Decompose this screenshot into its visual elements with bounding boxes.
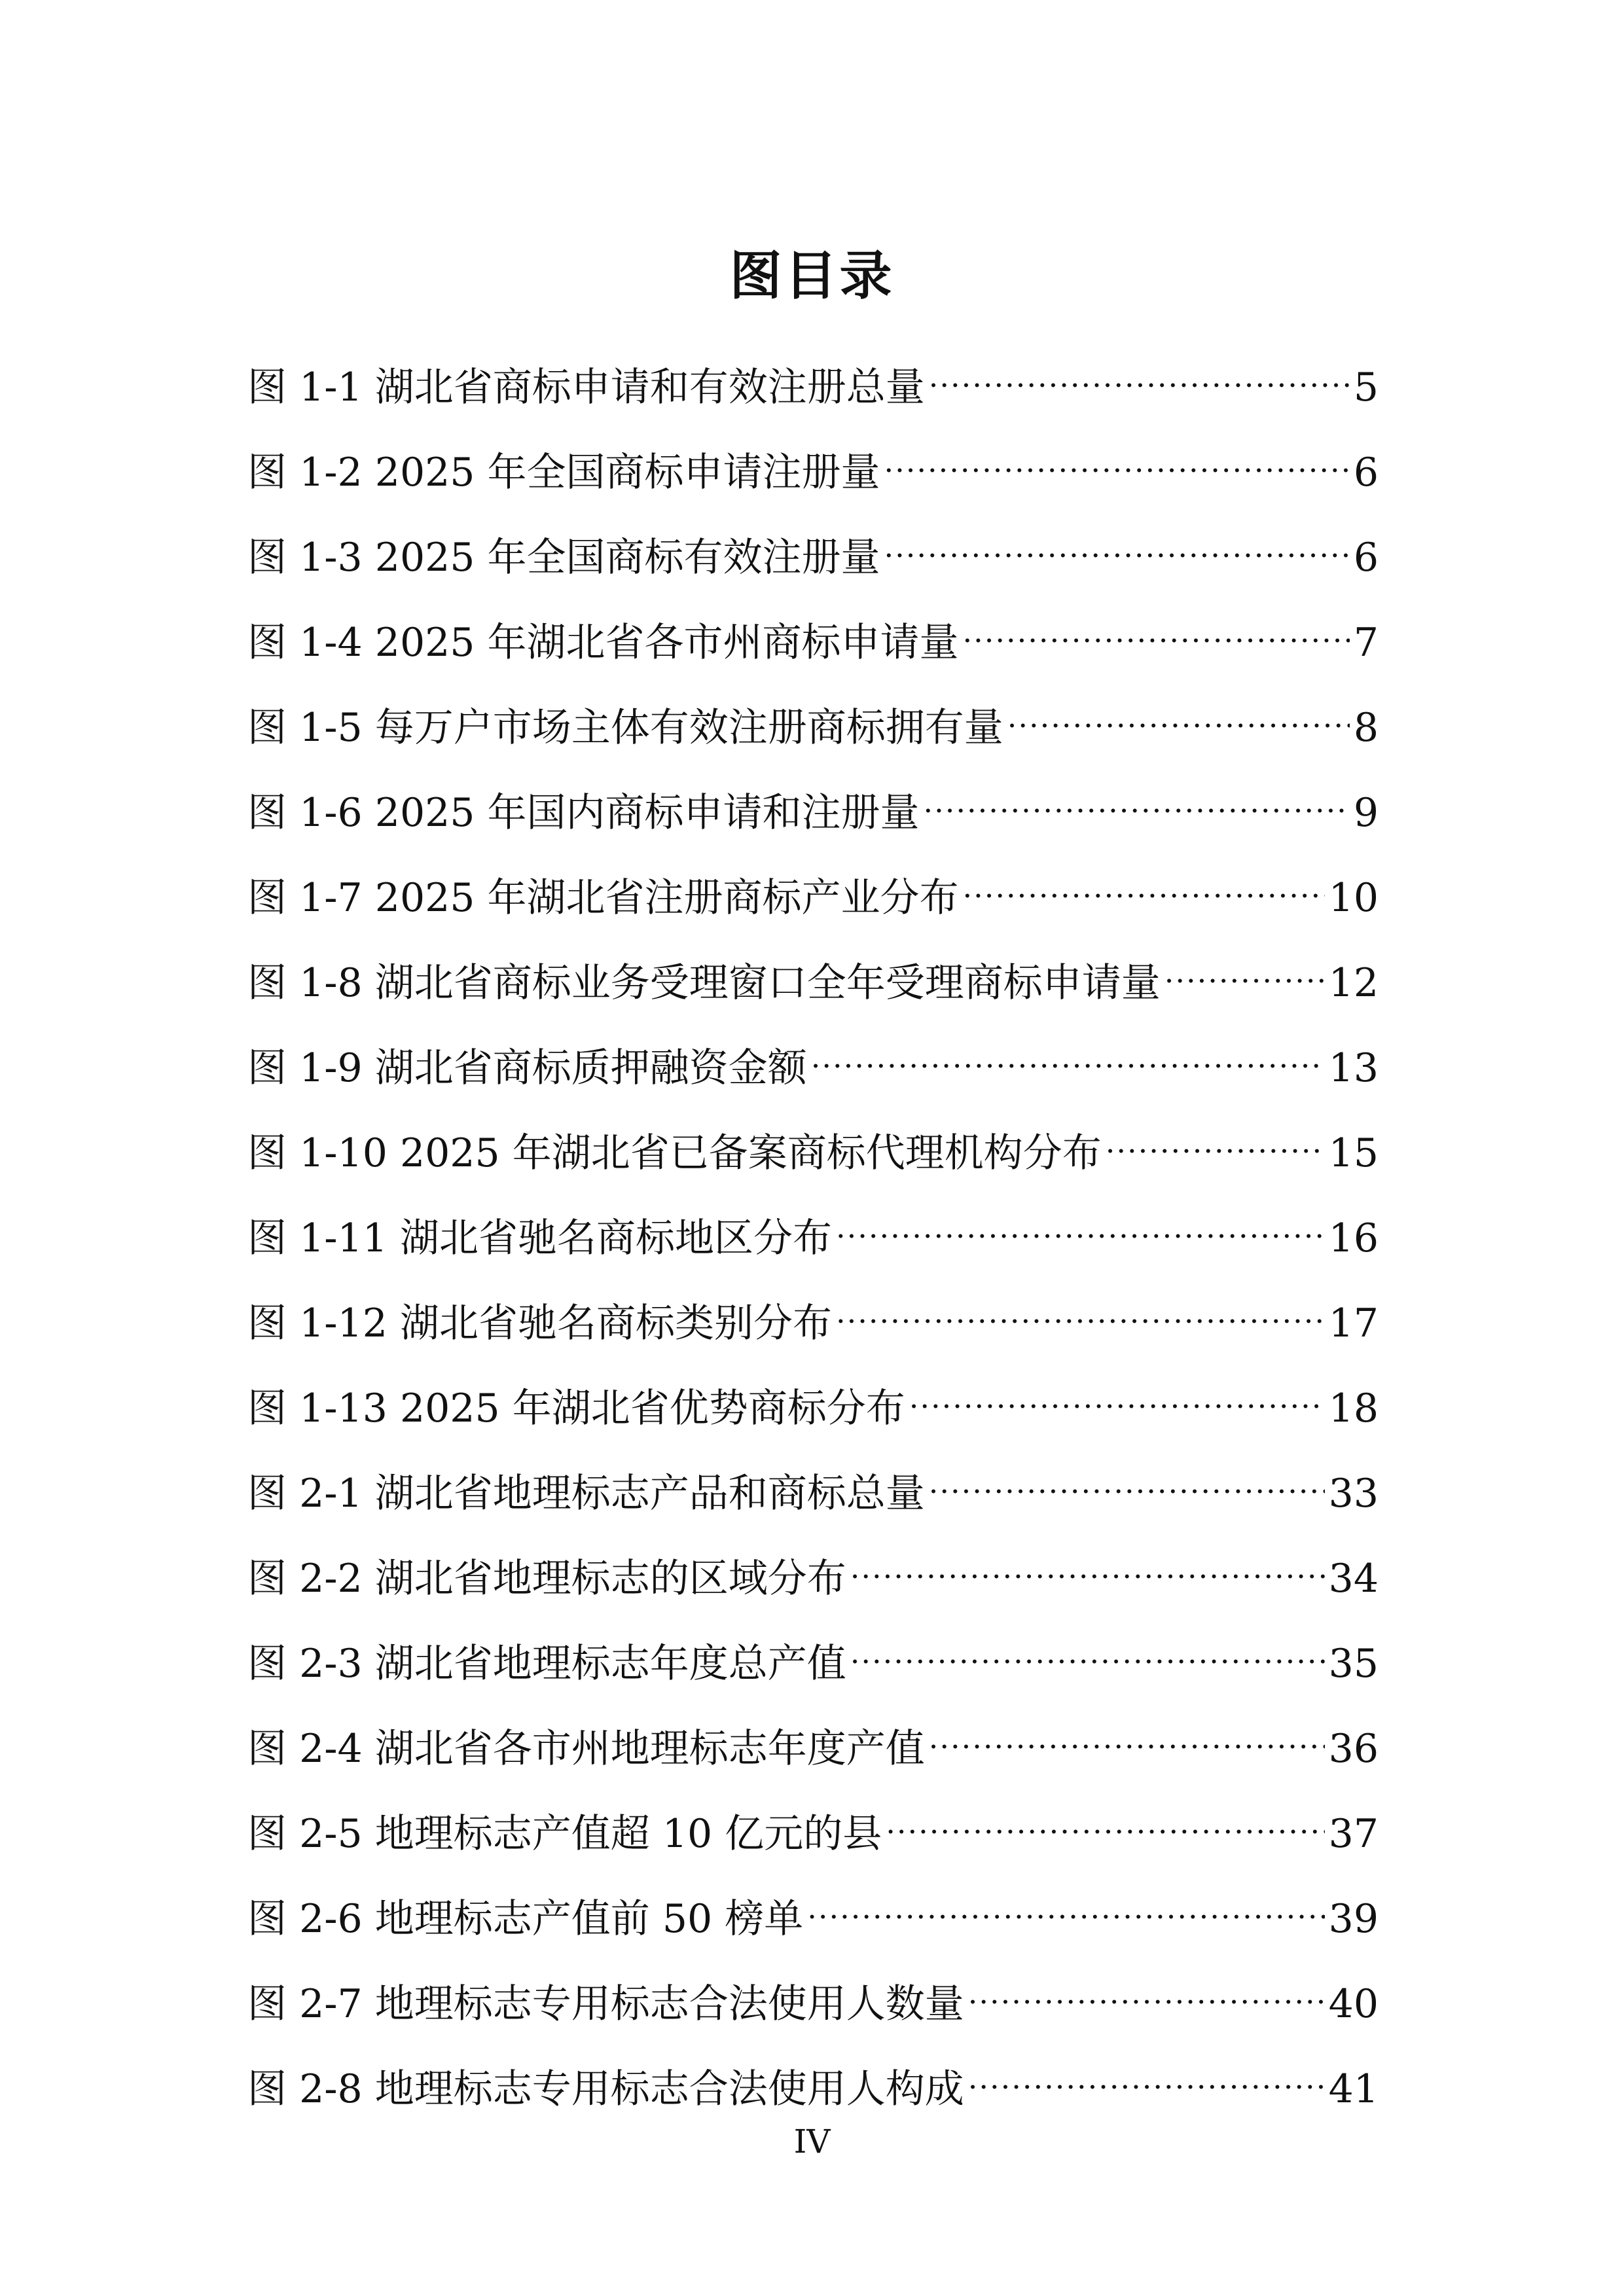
toc-entry-label: 图 1-2 2025 年全国商标申请注册量 — [247, 450, 880, 495]
toc-dot-leader — [811, 1016, 1325, 1081]
toc-dot-leader — [850, 1526, 1325, 1592]
toc-entry-label: 图 2-8 地理标志专用标志合法使用人构成 — [247, 2066, 964, 2112]
toc-entry[interactable] — [247, 931, 1379, 1016]
toc-entry-label: 图 2-6 地理标志产值前 50 榜单 — [247, 1896, 804, 1942]
toc-entry[interactable] — [247, 1696, 1379, 1782]
toc-entry[interactable] — [247, 505, 1379, 590]
toc-entry-page: 7 — [1353, 620, 1379, 666]
toc-dot-leader — [807, 1867, 1324, 1932]
toc-entry[interactable] — [247, 675, 1379, 761]
toc-entry-label: 图 1-12 湖北省驰名商标类别分布 — [247, 1300, 832, 1346]
toc-dot-leader — [929, 1441, 1325, 1507]
toc-dot-leader — [963, 846, 1325, 911]
toc-entry-label: 图 2-4 湖北省各市州地理标志年度产值 — [247, 1726, 925, 1772]
toc-entry-label: 图 1-6 2025 年国内商标申请和注册量 — [247, 790, 920, 836]
toc-entry[interactable] — [247, 1271, 1379, 1356]
toc-entry-page: 12 — [1328, 960, 1379, 1006]
toc-entry-page: 16 — [1328, 1215, 1379, 1261]
toc-dot-leader — [924, 761, 1350, 826]
toc-entry[interactable] — [247, 1101, 1379, 1186]
toc-entry-label: 图 2-5 地理标志产值超 10 亿元的县 — [247, 1811, 882, 1857]
toc-entry-page: 6 — [1353, 450, 1379, 495]
toc-entry[interactable] — [247, 761, 1379, 846]
toc-entry-page: 5 — [1353, 365, 1379, 410]
toc-entry-page: 37 — [1328, 1811, 1379, 1857]
toc-entry-page: 33 — [1328, 1471, 1379, 1516]
toc-dot-leader — [836, 1186, 1325, 1251]
toc-entry-page: 8 — [1353, 705, 1379, 751]
toc-dot-leader — [1106, 1101, 1325, 1166]
toc-entry[interactable] — [247, 1611, 1379, 1696]
toc-dot-leader — [884, 420, 1350, 486]
toc-dot-leader — [850, 1611, 1325, 1677]
toc-entry[interactable] — [247, 1016, 1379, 1101]
page-title: 图目录 — [729, 245, 895, 306]
toc-entry-label: 图 2-2 湖北省地理标志的区域分布 — [247, 1556, 846, 1602]
toc-dot-leader — [884, 505, 1350, 571]
toc-dot-leader — [886, 1782, 1324, 1847]
toc-entry-label: 图 1-4 2025 年湖北省各市州商标申请量 — [247, 620, 959, 666]
toc-dot-leader — [929, 335, 1350, 401]
toc-entry-label: 图 1-9 湖北省商标质押融资金额 — [247, 1045, 807, 1091]
toc-entry-page: 18 — [1328, 1386, 1379, 1431]
toc-entry-page: 10 — [1328, 875, 1379, 921]
toc-entry-label: 图 2-1 湖北省地理标志产品和商标总量 — [247, 1471, 925, 1516]
toc-entry-page: 39 — [1328, 1896, 1379, 1942]
toc-entry-label: 图 1-1 湖北省商标申请和有效注册总量 — [247, 365, 925, 410]
page-number: IV — [793, 2123, 831, 2161]
toc-entry-page: 17 — [1328, 1300, 1379, 1346]
toc-entry[interactable] — [247, 1356, 1379, 1441]
toc-entry-label: 图 1-13 2025 年湖北省优势商标分布 — [247, 1386, 905, 1431]
toc-dot-leader — [968, 2037, 1325, 2102]
toc-entry-page: 35 — [1328, 1641, 1379, 1687]
toc-entry-page: 40 — [1328, 1981, 1379, 2027]
toc-entry-label: 图 2-3 湖北省地理标志年度总产值 — [247, 1641, 846, 1687]
toc-entry[interactable] — [247, 590, 1379, 675]
toc-entry[interactable] — [247, 2037, 1379, 2122]
toc-dot-leader — [963, 590, 1350, 656]
toc-entry[interactable] — [247, 420, 1379, 505]
toc-entry[interactable] — [247, 1782, 1379, 1867]
toc-entry[interactable] — [247, 335, 1379, 420]
toc-entry-label: 图 1-10 2025 年湖北省已备案商标代理机构分布 — [247, 1130, 1102, 1176]
toc-entry[interactable] — [247, 1441, 1379, 1526]
toc-entry-label: 图 1-8 湖北省商标业务受理窗口全年受理商标申请量 — [247, 960, 1161, 1006]
toc-entry[interactable] — [247, 1952, 1379, 2037]
toc-entry-page: 15 — [1328, 1130, 1379, 1176]
toc-entry[interactable] — [247, 1867, 1379, 1952]
toc-dot-leader — [929, 1696, 1325, 1762]
toc-entry-page: 41 — [1328, 2066, 1379, 2112]
toc-entry-label: 图 1-5 每万户市场主体有效注册商标拥有量 — [247, 705, 1003, 751]
toc-entry-label: 图 1-7 2025 年湖北省注册商标产业分布 — [247, 875, 959, 921]
toc-entry-label: 图 1-11 湖北省驰名商标地区分布 — [247, 1215, 832, 1261]
toc-entry[interactable] — [247, 1186, 1379, 1271]
toc-dot-leader — [1164, 931, 1325, 996]
toc-entry-page: 34 — [1328, 1556, 1379, 1602]
figure-toc-list — [247, 335, 1379, 2122]
toc-dot-leader — [836, 1271, 1325, 1336]
toc-dot-leader — [968, 1952, 1325, 2017]
toc-entry-label: 图 1-3 2025 年全国商标有效注册量 — [247, 535, 880, 581]
toc-entry-page: 36 — [1328, 1726, 1379, 1772]
toc-entry-label: 图 2-7 地理标志专用标志合法使用人数量 — [247, 1981, 964, 2027]
toc-dot-leader — [909, 1356, 1325, 1422]
toc-dot-leader — [1007, 675, 1350, 741]
toc-entry[interactable] — [247, 846, 1379, 931]
toc-entry-page: 13 — [1328, 1045, 1379, 1091]
toc-entry-page: 6 — [1353, 535, 1379, 581]
toc-entry-page: 9 — [1353, 790, 1379, 836]
toc-entry[interactable] — [247, 1526, 1379, 1611]
